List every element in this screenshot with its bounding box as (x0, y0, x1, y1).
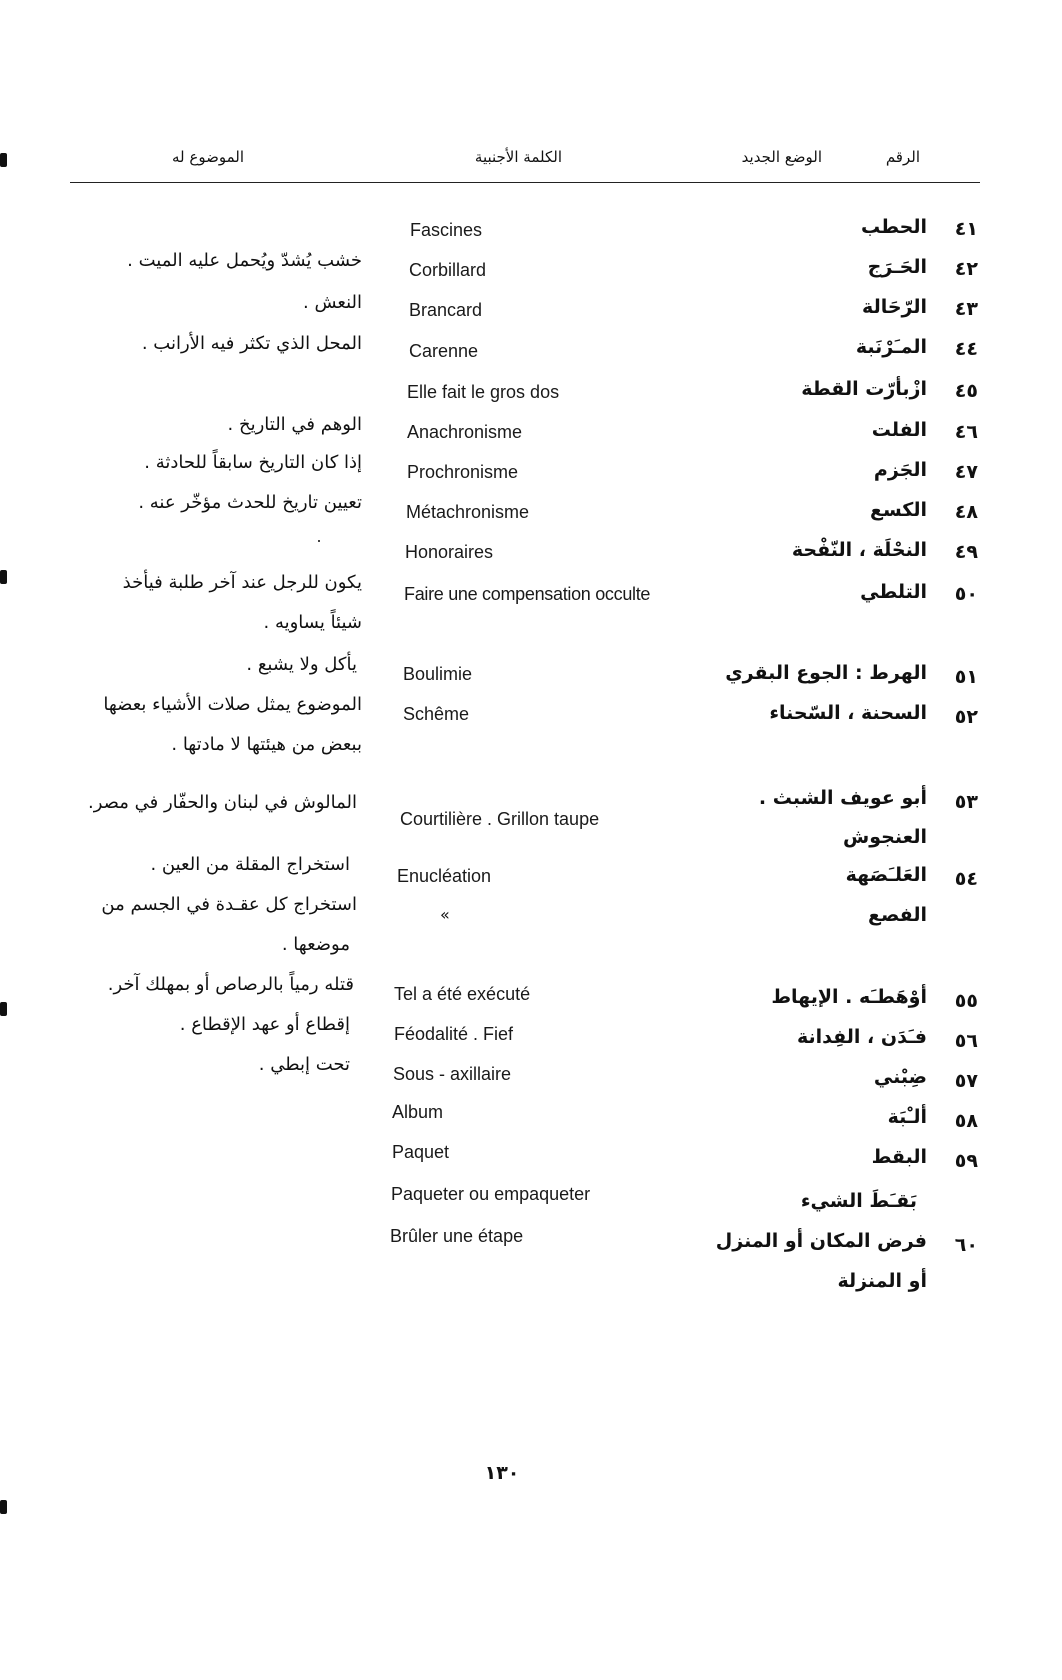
entry-foreign-word: Prochronisme (407, 462, 519, 482)
entry-definition: تحت إبطي . (258, 1054, 350, 1075)
entry-term: الحطب (861, 216, 927, 238)
entry-foreign-word: Album (392, 1102, 444, 1122)
entry-definition: استخراج المقلة من العين . (150, 854, 350, 875)
entry-number: ٤٦ (954, 421, 978, 443)
entry-number: ٥٥ (954, 990, 978, 1012)
entry-term: المـَرْنَبة (855, 336, 927, 358)
entry-number: ٥٧ (954, 1070, 978, 1092)
entry-foreign-word: Paquet (392, 1142, 450, 1162)
entry-term-continued: العنجوش (843, 826, 927, 848)
entry-term-continued: الفصع (867, 904, 927, 926)
entry-term: الكسع (869, 499, 927, 521)
entry-number: ٥٩ (954, 1150, 978, 1172)
entry-foreign-word: Métachronisme (406, 502, 530, 522)
entry-term: النحْلَة ، النّفْحة (791, 539, 927, 561)
entry-foreign-word: Elle fait le gros dos (407, 382, 560, 402)
entry-number: ٤٨ (954, 501, 978, 523)
entry-number: ٥٢ (954, 706, 978, 728)
entry-definition: النعش . (303, 292, 362, 313)
binding-mark (0, 1002, 7, 1016)
entry-number: ٦٠ (954, 1234, 978, 1256)
entry-foreign-word: Honoraires (405, 542, 494, 562)
header-new-term: الوضع الجديد (741, 148, 822, 166)
entry-foreign-word: Féodalité . Fief (394, 1024, 514, 1044)
entry-foreign-word-continued: Paqueter ou empaqueter (391, 1184, 591, 1204)
entry-definition: إذا كان التاريخ سابقاً للحادثة . (144, 452, 362, 473)
entry-definition: تعيين تاريخ للحدث مؤخّر عنه . (138, 492, 362, 513)
entry-term: الجَزم (873, 459, 927, 481)
entry-definition: إقطاع أو عهد الإقطاع . (179, 1014, 350, 1035)
entry-foreign-word: Carenne (409, 341, 479, 361)
entry-term-continued: أو المنزلة (837, 1270, 927, 1292)
entry-foreign-word: Courtilière . Grillon taupe (400, 809, 600, 829)
entry-term: ألـْبَة (887, 1106, 927, 1128)
speck (318, 540, 320, 542)
entry-term: الفلت (871, 419, 927, 441)
entry-foreign-word: Fascines (410, 220, 483, 240)
entry-number: ٤٣ (954, 298, 978, 320)
entry-term: السحنة ، السّحناء (769, 702, 927, 724)
entry-term: الهرط : الجوع البقري (725, 662, 927, 684)
entry-number: ٤٤ (954, 338, 978, 360)
entry-term: العَلـَصَهة (845, 864, 927, 886)
entry-term: الحَـرَج (867, 256, 927, 278)
header-rule (70, 182, 980, 183)
entry-foreign-word: Brûler une étape (390, 1226, 524, 1246)
entry-definition: يكون للرجل عند آخر طلبة فيأخذ (122, 572, 362, 593)
entry-definition: الوهم في التاريخ . (227, 414, 362, 435)
entry-number: ٥٨ (954, 1110, 978, 1132)
entry-definition: قتله رمياً بالرصاص أو بمهلك آخر. (107, 974, 354, 995)
entry-foreign-word: Corbillard (409, 260, 487, 280)
header-foreign-word: الكلمة الأجنبية (474, 148, 562, 166)
entry-number: ٥٤ (954, 868, 978, 890)
entry-number: ٤١ (954, 218, 978, 240)
entry-foreign-word: Enucléation (397, 866, 492, 886)
entry-foreign-word: Boulimie (403, 664, 473, 684)
entry-definition: يأكل ولا يشبع . (246, 654, 357, 675)
entry-definition: استخراج كل عقـدة في الجسم من (101, 894, 357, 915)
entry-number: ٥٦ (954, 1030, 978, 1052)
entry-definition: موضعها . (281, 934, 350, 955)
entry-term: فـَدَن ، الفِدانة (796, 1026, 927, 1048)
entry-definition: الموضوع يمثل صلات الأشياء بعضها (103, 694, 362, 715)
entry-foreign-word: Brancard (409, 300, 483, 320)
binding-mark (0, 570, 7, 584)
entry-term-continued: بَقـَطَ الشيء (800, 1190, 917, 1212)
entry-number: ٥١ (954, 666, 978, 688)
entry-number: ٥٠ (954, 583, 978, 605)
entry-foreign-word: Sous - axillaire (393, 1064, 512, 1084)
entry-definition: ببعض من هيئتها لا مادتها . (171, 734, 362, 755)
entry-foreign-word: Anachronisme (407, 422, 523, 442)
entry-foreign-word: Faire une compensation occulte (404, 584, 651, 604)
entry-number: ٤٧ (954, 461, 978, 483)
header-subject: الموضوع له (172, 148, 244, 166)
entry-term: أبو عويف الشبث . (758, 787, 927, 809)
page-number: ١٣٠ (484, 1462, 520, 1484)
binding-mark (0, 1500, 7, 1514)
entry-term: ازْبأرّت القطة (801, 378, 927, 400)
entry-number: ٤٩ (954, 541, 978, 563)
entry-term: البقط (871, 1146, 927, 1168)
entry-term: الرّحَالة (862, 296, 927, 318)
entry-definition: خشب يُشدّ ويُحمل عليه الميت . (127, 250, 362, 271)
entry-foreign-word: Tel a été exécuté (394, 984, 531, 1004)
header-number: الرقم (885, 148, 920, 166)
entry-definition: المالوش في لبنان والحفّار في مصر. (88, 792, 357, 813)
binding-mark (0, 153, 7, 167)
entry-definition: شيئاً يساويه . (263, 612, 362, 633)
entry-term: أوْهَطـَه . الإيهاط (771, 986, 927, 1008)
entry-definition: المحل الذي تكثر فيه الأرانب . (141, 333, 362, 354)
entry-term: ضِبْني (873, 1066, 927, 1088)
entry-number: ٤٥ (954, 380, 978, 402)
ditto-mark: « (440, 905, 450, 924)
entry-term: فرض المكان أو المنزل (715, 1230, 927, 1252)
entry-foreign-word: Schême (403, 704, 470, 724)
entry-term: التلطي (860, 581, 927, 603)
entry-number: ٥٣ (954, 791, 978, 813)
entry-number: ٤٢ (954, 258, 978, 280)
